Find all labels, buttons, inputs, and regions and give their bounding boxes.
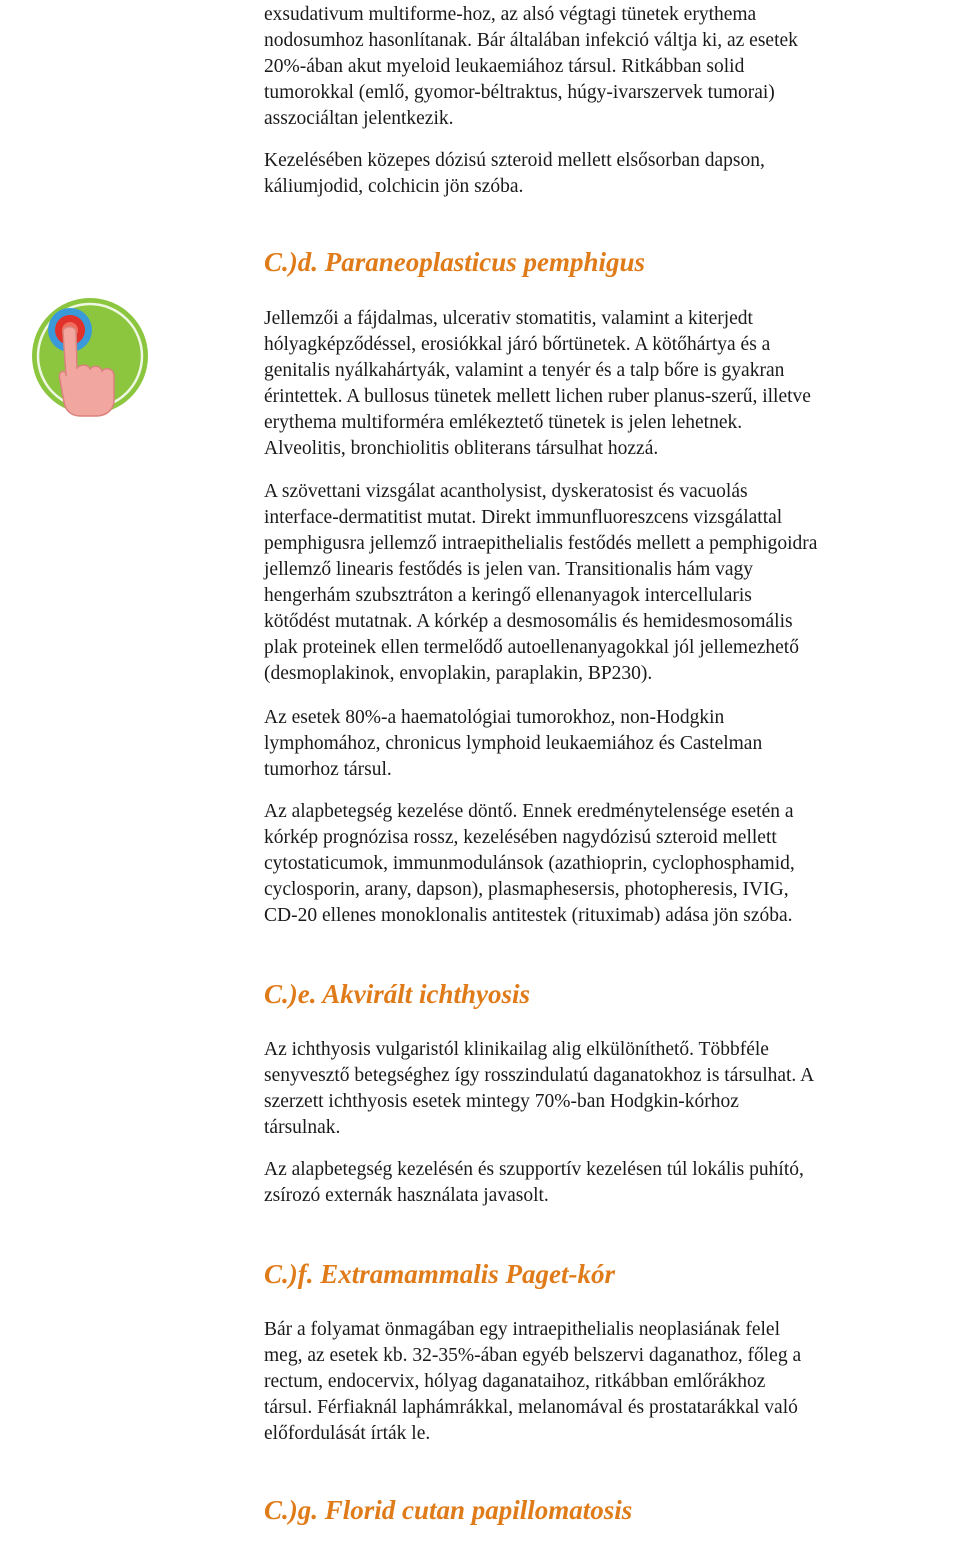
heading-prefix: C.)d. xyxy=(264,247,318,277)
section-heading-ichthyosis xyxy=(264,978,530,1010)
text-line: CD-20 ellenes monoklonalis antitestek (rituximab) adása jön szóba. xyxy=(264,905,793,926)
text-line: (desmoplakinok, envoplakin, paraplakin, BP230). xyxy=(264,663,653,684)
text-line: asszociáltan jelentkezik. xyxy=(264,108,454,129)
text-line: Bár a folyamat önmagában egy intraepithelialis neoplasiának felel xyxy=(264,1319,781,1340)
text-line: érintettek. A bullosus tünetek mellett lichen ruber planus-szerű, illetve xyxy=(264,386,811,407)
text-line: Az esetek 80%-a haematológiai tumorokhoz, non-Hodgkin xyxy=(264,707,725,728)
heading-title: Extramammalis Paget-kór xyxy=(320,1259,616,1289)
paragraph-pemphigus-treatment xyxy=(264,799,795,929)
text-line: A szövettani vizsgálat acantholysist, dyskeratosist és vacuolás xyxy=(264,481,748,502)
text-line: előfordulását írták le. xyxy=(264,1423,431,1444)
section-heading-papillomatosis xyxy=(264,1494,632,1526)
paragraph-pemphigus-symptoms xyxy=(264,306,811,462)
text-line: genitalis nyálkahártyák, valamint a tenyér és a talp bőre is gyakran xyxy=(264,360,785,381)
text-line: Jellemzői a fájdalmas, ulcerativ stomatitis, valamint a kiterjedt xyxy=(264,308,753,329)
text-line: Az alapbetegség kezelésén és szupportív kezelésen túl lokális puhító, xyxy=(264,1159,804,1180)
touch-hand-icon xyxy=(28,294,152,418)
section-heading-pemphigus xyxy=(264,246,645,278)
paragraph-erythema xyxy=(264,2,798,132)
text-line: rectum, endocervix, hólyag daganataihoz, ritkábban emlőrákhoz xyxy=(264,1371,766,1392)
text-line: káliumjodid, colchicin jön szóba. xyxy=(264,176,524,197)
text-line: jellemző linearis festődés is jelen van. Transitionalis hám vagy xyxy=(264,559,754,580)
section-heading-paget xyxy=(264,1258,615,1290)
text-line: meg, az esetek kb. 32-35%-ában egyéb belszervi daganathoz, főleg a xyxy=(264,1345,802,1366)
heading-title: Florid cutan papillomatosis xyxy=(324,1495,633,1525)
text-line: Alveolitis, bronchiolitis obliterans társulhat hozzá. xyxy=(264,438,659,459)
text-line: senyvesztő betegséghez így rosszindulatú daganatokhoz is társulhat. A xyxy=(264,1065,815,1086)
heading-prefix: C.)g. xyxy=(264,1495,318,1525)
text-line: nodosumhoz hasonlítanak. Bár általában infekció váltja ki, az esetek xyxy=(264,30,798,51)
text-line: társulnak. xyxy=(264,1117,341,1138)
text-line: exsudativum multiforme-hoz, az alsó végtagi tünetek erythema xyxy=(264,4,757,25)
text-line: 20%-ában akut myeloid leukaemiához társul. Ritkábban solid xyxy=(264,56,745,77)
paragraph-associations xyxy=(264,705,762,783)
text-line: szerzett ichthyosis esetek mintegy 70%-ban Hodgkin-kórhoz xyxy=(264,1091,739,1112)
text-line: kötődést mutatnak. A kórkép a desmosomális és hemidesmosomális xyxy=(264,611,793,632)
text-line: hólyagképződéssel, erosiókkal járó bőrtünetek. A kötőhártya és a xyxy=(264,334,771,355)
text-line: cytostaticumok, immunmodulánsok (azathioprin, cyclophosphamid, xyxy=(264,853,795,874)
text-line: cyclosporin, arany, dapson), plasmaphesersis, photopheresis, IVIG, xyxy=(264,879,789,900)
paragraph-ichthyosis xyxy=(264,1037,814,1141)
paragraph-histology xyxy=(264,479,817,687)
heading-prefix: C.)f. xyxy=(264,1259,314,1289)
text-line: pemphigusra jellemző intraepithelialis festődés mellett a pemphigoidra xyxy=(264,533,818,554)
text-line: tumorhoz társul. xyxy=(264,759,392,780)
text-line: hengerhám szubsztráton a keringő ellenanyagok intercellularis xyxy=(264,585,752,606)
text-line: Az ichthyosis vulgaristól klinikailag alig elkülöníthető. Többféle xyxy=(264,1039,769,1060)
text-line: lymphomához, chronicus lymphoid leukaemiához és Castelman xyxy=(264,733,763,754)
text-line: társul. Férfiaknál laphámrákkal, melanomával és prostatarákkal való xyxy=(264,1397,798,1418)
paragraph-treatment xyxy=(264,148,765,200)
text-line: Kezelésében közepes dózisú szteroid mellett elsősorban dapson, xyxy=(264,150,765,171)
heading-title: Akvirált ichthyosis xyxy=(322,979,531,1009)
text-line: Az alapbetegség kezelése döntő. Ennek eredménytelensége esetén a xyxy=(264,801,794,822)
text-line: zsírozó externák használata javasolt. xyxy=(264,1185,549,1206)
text-line: tumorokkal (emlő, gyomor-béltraktus, húgy-ivarszervek tumorai) xyxy=(264,82,775,103)
text-line: plak proteinek ellen termelődő autoellenanyagokkal jól jellemezhető xyxy=(264,637,799,658)
heading-title: Paraneoplasticus pemphigus xyxy=(324,247,646,277)
text-line: kórkép prognózisa rossz, kezelésében nagydózisú szteroid mellett xyxy=(264,827,777,848)
text-line: interface-dermatitist mutat. Direkt immunfluoreszcens vizsgálattal xyxy=(264,507,783,528)
text-line: erythema multiforméra emlékeztető tünetek is jelen lehetnek. xyxy=(264,412,743,433)
paragraph-paget xyxy=(264,1317,801,1447)
heading-prefix: C.)e. xyxy=(264,979,317,1009)
paragraph-ichthyosis-treatment xyxy=(264,1157,804,1209)
